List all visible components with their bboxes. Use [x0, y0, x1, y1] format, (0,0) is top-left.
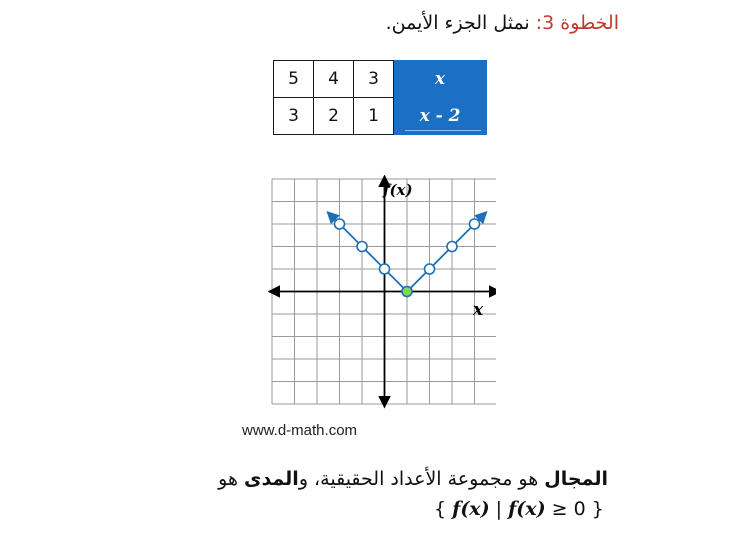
table-cell: 2 [314, 98, 354, 135]
set-cond: ≥ 0 } [545, 498, 604, 520]
table-cell: 1 [354, 98, 394, 135]
table-cell: 3 [274, 98, 314, 135]
set-open: { [434, 498, 453, 520]
header-underline [405, 130, 481, 131]
domain-end: هو [218, 468, 245, 490]
step-heading [386, 12, 619, 34]
axes [270, 177, 496, 406]
set-bar: | [489, 498, 509, 520]
step-description: نمثل الجزء الأيمن. [385, 12, 536, 34]
table-cell: 3 [354, 61, 394, 98]
range-set [434, 498, 604, 520]
graph-point [357, 242, 367, 252]
table-header-x: 𝒙 [394, 61, 487, 98]
graph-point [335, 219, 345, 229]
range-word: المدى [244, 468, 299, 490]
domain-statement [218, 468, 608, 490]
table-row-x [274, 61, 487, 98]
graph-point [447, 242, 457, 252]
graph-point [380, 264, 390, 274]
x-axis-label: x [473, 300, 484, 320]
vertex-point [402, 287, 412, 297]
step-label: الخطوة 3: [535, 12, 619, 34]
domain-middle: هو مجموعة الأعداد الحقيقية، و [298, 468, 545, 490]
graph-point [425, 264, 435, 274]
table-header-fx: 𝒙 - 2 [394, 98, 487, 135]
graph-point [470, 219, 480, 229]
credit-text: www.d-math.com [242, 422, 358, 439]
table-row-fx [274, 98, 487, 135]
table-cell: 5 [274, 61, 314, 98]
set-fx-1: f(x) [452, 498, 490, 520]
domain-word: المجال [544, 468, 608, 490]
table-cell: 4 [314, 61, 354, 98]
function-graph [268, 175, 496, 425]
values-table [273, 60, 487, 135]
set-fx-2: f(x) [508, 498, 546, 520]
y-axis-label: f(x) [383, 181, 413, 199]
